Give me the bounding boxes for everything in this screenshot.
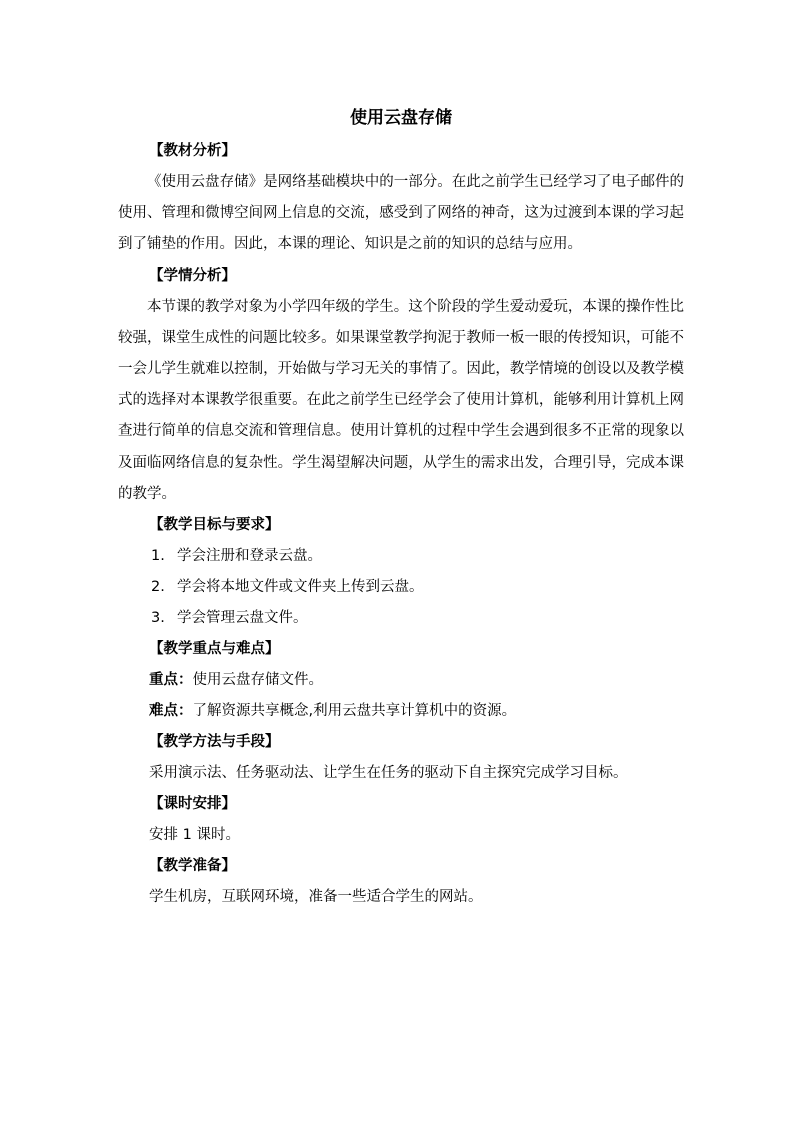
- goal-number: 1.: [151, 548, 165, 565]
- goal-item: [118, 541, 684, 572]
- heading-methods: 【教学方法与手段】: [149, 734, 280, 751]
- key-point-line: [118, 665, 684, 696]
- goal-item: [118, 572, 684, 603]
- preparation-text: 学生机房，互联网环境，准备一些适合学生的网站。: [149, 889, 483, 906]
- heading-students: 【学情分析】: [149, 267, 236, 284]
- schedule-text: 安排 1 课时。: [149, 827, 240, 844]
- document-content: [118, 104, 684, 913]
- difficult-point-text: 了解资源共享概念,利用云盘共享计算机中的资源。: [192, 703, 517, 720]
- heading-analysis: 【教材分析】: [149, 143, 236, 159]
- goal-item: [118, 603, 684, 634]
- key-point-text: 使用云盘存储文件。: [192, 672, 323, 689]
- goal-text: 学会将本地文件或文件夹上传到云盘。: [177, 579, 424, 596]
- page-title: 使用云盘存储: [350, 108, 452, 128]
- heading-schedule: 【课时安排】: [149, 796, 236, 813]
- goal-text: 学会管理云盘文件。: [177, 610, 308, 627]
- methods-text: 采用演示法、任务驱动法、让学生在任务的驱动下自主探究完成学习目标。: [149, 765, 628, 782]
- paragraph-students: 本节课的教学对象为小学四年级的学生。这个阶段的学生爱动爱玩，本课的操作性比较强，课堂生成性的问题比较多。如果课堂教学拘泥于教师一板一眼的传授知识，可能不一会儿学生就难以控制，开始做与学习无关的事情了。因此，教学情境的创设以及教学模式的选择对本课教学很重要。在此之前学生已经学会了使用计算机，能够利用计算机上网查进行简单的信息交流和管理信息。使用计算机的过程中学生会遇到很多不正常的现象以及面临网络信息的复杂性。学生渴望解决问题，从学生的需求出发，合理引导，完成本课的教学。: [118, 298, 684, 502]
- heading-preparation: 【教学准备】: [149, 858, 236, 875]
- goal-text: 学会注册和登录云盘。: [177, 548, 322, 565]
- difficult-point-label: 难点：: [149, 703, 193, 720]
- difficult-point-line: [118, 696, 684, 727]
- paragraph-analysis: 《使用云盘存储》是网络基础模块中的一部分。在此之前学生已经学习了电子邮件的使用、管理和微博空间网上信息的交流，感受到了网络的神奇，这为过渡到本课的学习起到了铺垫的作用。因此，本课的理论、知识是之前的知识的总结与应用。: [118, 174, 684, 253]
- heading-goals: 【教学目标与要求】: [149, 517, 280, 534]
- key-point-label: 重点：: [149, 672, 193, 689]
- heading-focus: 【教学重点与难点】: [149, 641, 280, 658]
- goal-number: 3.: [151, 610, 165, 627]
- goal-number: 2.: [151, 579, 165, 596]
